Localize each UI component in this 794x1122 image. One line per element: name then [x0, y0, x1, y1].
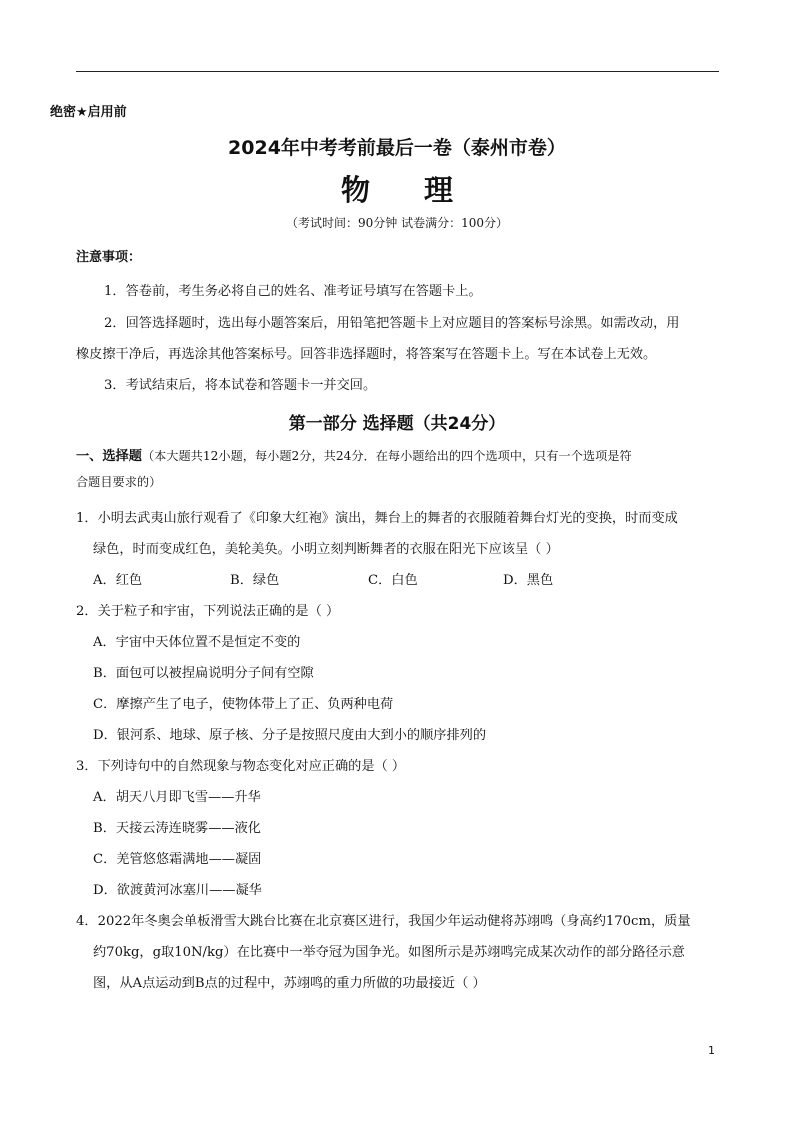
question-2-option-d: D．银河系、地球、原子核、分子是按照尺度由大到小的顺序排列的: [93, 728, 487, 743]
question-1-option-d: D．黑色: [503, 573, 554, 588]
question-2-option-c: C．摩擦产生了电子，使物体带上了正、负两种电荷: [93, 697, 394, 712]
header-rule: [76, 71, 719, 72]
question-3-option-d: D．欲渡黄河冰塞川——凝华: [93, 883, 262, 898]
question-2-option-a: A．宇宙中天体位置不是恒定不变的: [93, 635, 301, 650]
question-1-option-c: C．白色: [368, 573, 418, 588]
notice-heading: 注意事项：: [76, 250, 142, 265]
question-3-option-a: A．胡天八月即飞雪——升华: [93, 790, 261, 805]
question-4-stem-continued: 约70kg，g取10N/kg）在比赛中一举夺冠为国争光。如图所示是苏翊鸣完成某次动作的部分路径示意: [93, 945, 685, 960]
question-3-stem: 3．下列诗句中的自然现象与物态变化对应正确的是（ ）: [76, 759, 406, 774]
question-3-option-b: B．天接云涛连晓雾——液化: [93, 821, 261, 836]
notice-item: 2．回答选择题时，选出每小题答案后，用铅笔把答题卡上对应题目的答案标号涂黑。如需改动，用: [104, 316, 680, 331]
section-heading: 一、选择题: [76, 449, 142, 464]
question-3-option-c: C．羌管悠悠霜满地——凝固: [93, 852, 262, 867]
notice-item: 3．考试结束后，将本试卷和答题卡一并交回。: [104, 378, 377, 393]
question-1-stem-continued: 绿色，时而变成红色，美轮美奂。小明立刻判断舞者的衣服在阳光下应该呈（ ）: [93, 542, 559, 557]
confidential-label: 绝密★启用前: [50, 105, 127, 120]
question-1-option-b: B．绿色: [230, 573, 280, 588]
question-2-stem: 2．关于粒子和宇宙，下列说法正确的是（ ）: [76, 604, 340, 619]
part-title: 第一部分 选择题（共24分）: [288, 414, 506, 434]
exam-title: 2024年中考考前最后一卷（泰州市卷）: [228, 137, 566, 159]
section-description-continued: 合题目要求的）: [76, 475, 162, 489]
question-4-stem: 4．2022年冬奥会单板滑雪大跳台比赛在北京赛区进行，我国少年运动健将苏翊鸣（身高约170cm，质量: [76, 914, 691, 929]
page-number: 1: [708, 1044, 715, 1057]
notice-item: 1．答卷前，考生务必将自己的姓名、准考证号填写在答题卡上。: [104, 284, 482, 299]
exam-meta: （考试时间：90分钟 试卷满分：100分）: [286, 216, 508, 230]
section-description: （本大题共12小题，每小题2分，共24分．在每小题给出的四个选项中，只有一个选项是符: [141, 449, 632, 463]
question-4-stem-continued: 图，从A点运动到B点的过程中，苏翊鸣的重力所做的功最接近（ ）: [93, 976, 486, 991]
question-2-option-b: B．面包可以被捏扁说明分子间有空隙: [93, 666, 314, 681]
notice-item-continued: 橡皮擦干净后，再选涂其他答案标号。回答非选择题时，将答案写在答题卡上。写在本试卷上无效。: [76, 347, 657, 362]
subject-title: 物 理: [340, 173, 476, 207]
section-header: [76, 445, 632, 464]
question-1-option-a: A．红色: [93, 573, 143, 588]
question-1-stem: 1．小明去武夷山旅行观看了《印象大红袍》演出，舞台上的舞者的衣服随着舞台灯光的变换，时而变成: [76, 511, 678, 526]
